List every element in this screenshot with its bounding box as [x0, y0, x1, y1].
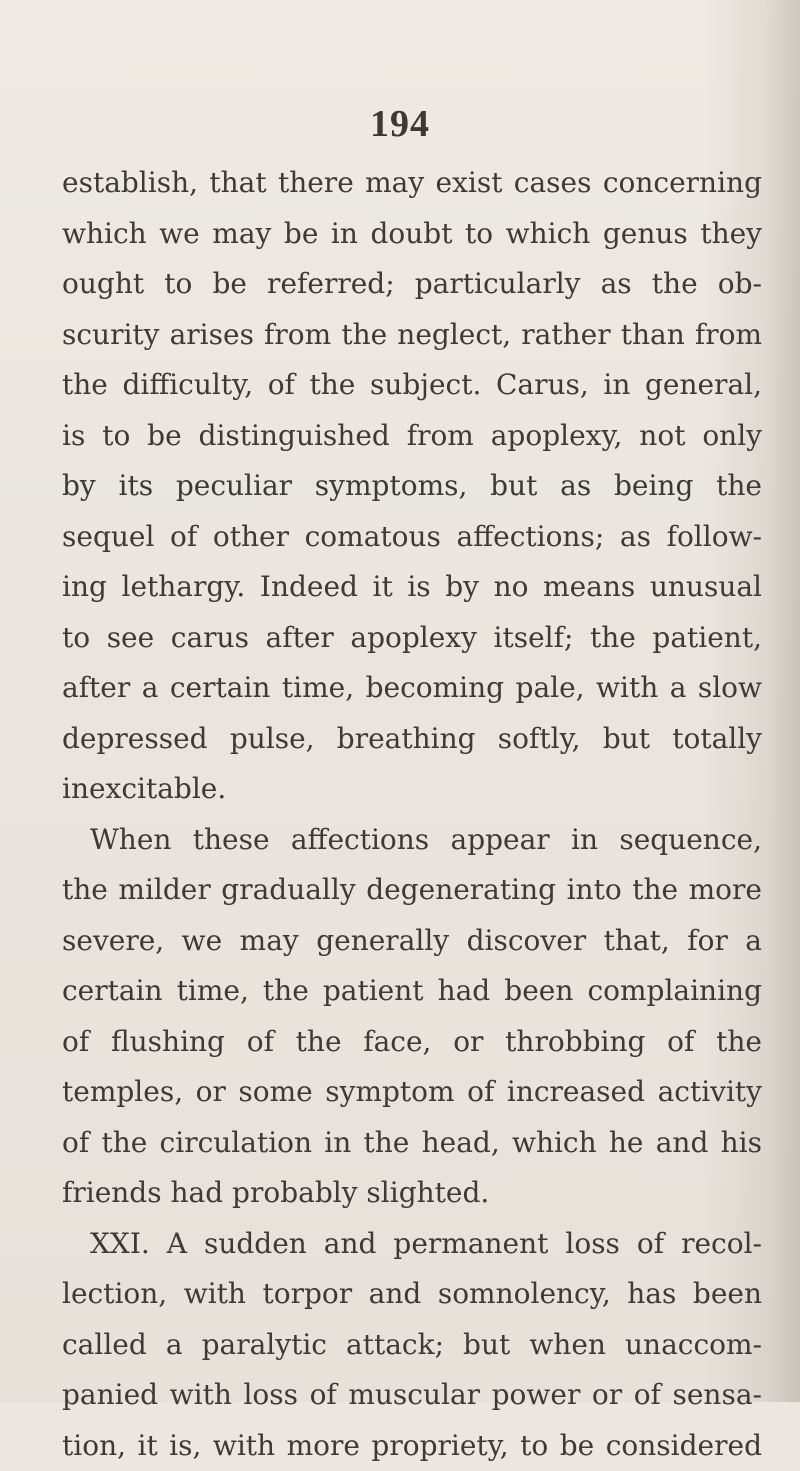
section-heading-line: XXI. A sudden and permanent loss of recol- — [62, 1219, 762, 1270]
text-line: of flushing of the face, or throbbing of the — [62, 1017, 762, 1068]
text-line: the difficulty, of the subject. Carus, in general, — [62, 360, 762, 411]
text-line: severe, we may generally discover that, for a — [62, 916, 762, 967]
text-line: of the circulation in the head, which he and his — [62, 1118, 762, 1169]
text-line: ought to be referred; particularly as the ob- — [62, 259, 762, 310]
text-line: the milder gradually degenerating into the more — [62, 865, 762, 916]
page-number: 194 — [0, 102, 800, 146]
paragraph-end-line: friends had probably slighted. — [62, 1168, 762, 1219]
text-line: tion, it is, with more propriety, to be considered — [62, 1421, 762, 1471]
text-line: establish, that there may exist cases concerning — [62, 158, 762, 209]
text-line: is to be distinguished from apoplexy, not only — [62, 411, 762, 462]
paragraph-start-line: When these affections appear in sequence, — [62, 815, 762, 866]
text-line: certain time, the patient had been complaining — [62, 966, 762, 1017]
paragraph-end-line: inexcitable. — [62, 764, 762, 815]
text-line: sequel of other comatous affections; as follow- — [62, 512, 762, 563]
text-line: which we may be in doubt to which genus they — [62, 209, 762, 260]
body-text — [62, 158, 762, 1471]
text-line: temples, or some symptom of increased activity — [62, 1067, 762, 1118]
text-line: called a paralytic attack; but when unaccom- — [62, 1320, 762, 1371]
text-line: by its peculiar symptoms, but as being the — [62, 461, 762, 512]
text-line: depressed pulse, breathing softly, but totally — [62, 714, 762, 765]
text-line: scurity arises from the neglect, rather than from — [62, 310, 762, 361]
text-line: ing lethargy. Indeed it is by no means unusual — [62, 562, 762, 613]
text-line: to see carus after apoplexy itself; the patient, — [62, 613, 762, 664]
text-line: after a certain time, becoming pale, with a slow — [62, 663, 762, 714]
text-line: panied with loss of muscular power or of sensa- — [62, 1370, 762, 1421]
text-line: lection, with torpor and somnolency, has been — [62, 1269, 762, 1320]
